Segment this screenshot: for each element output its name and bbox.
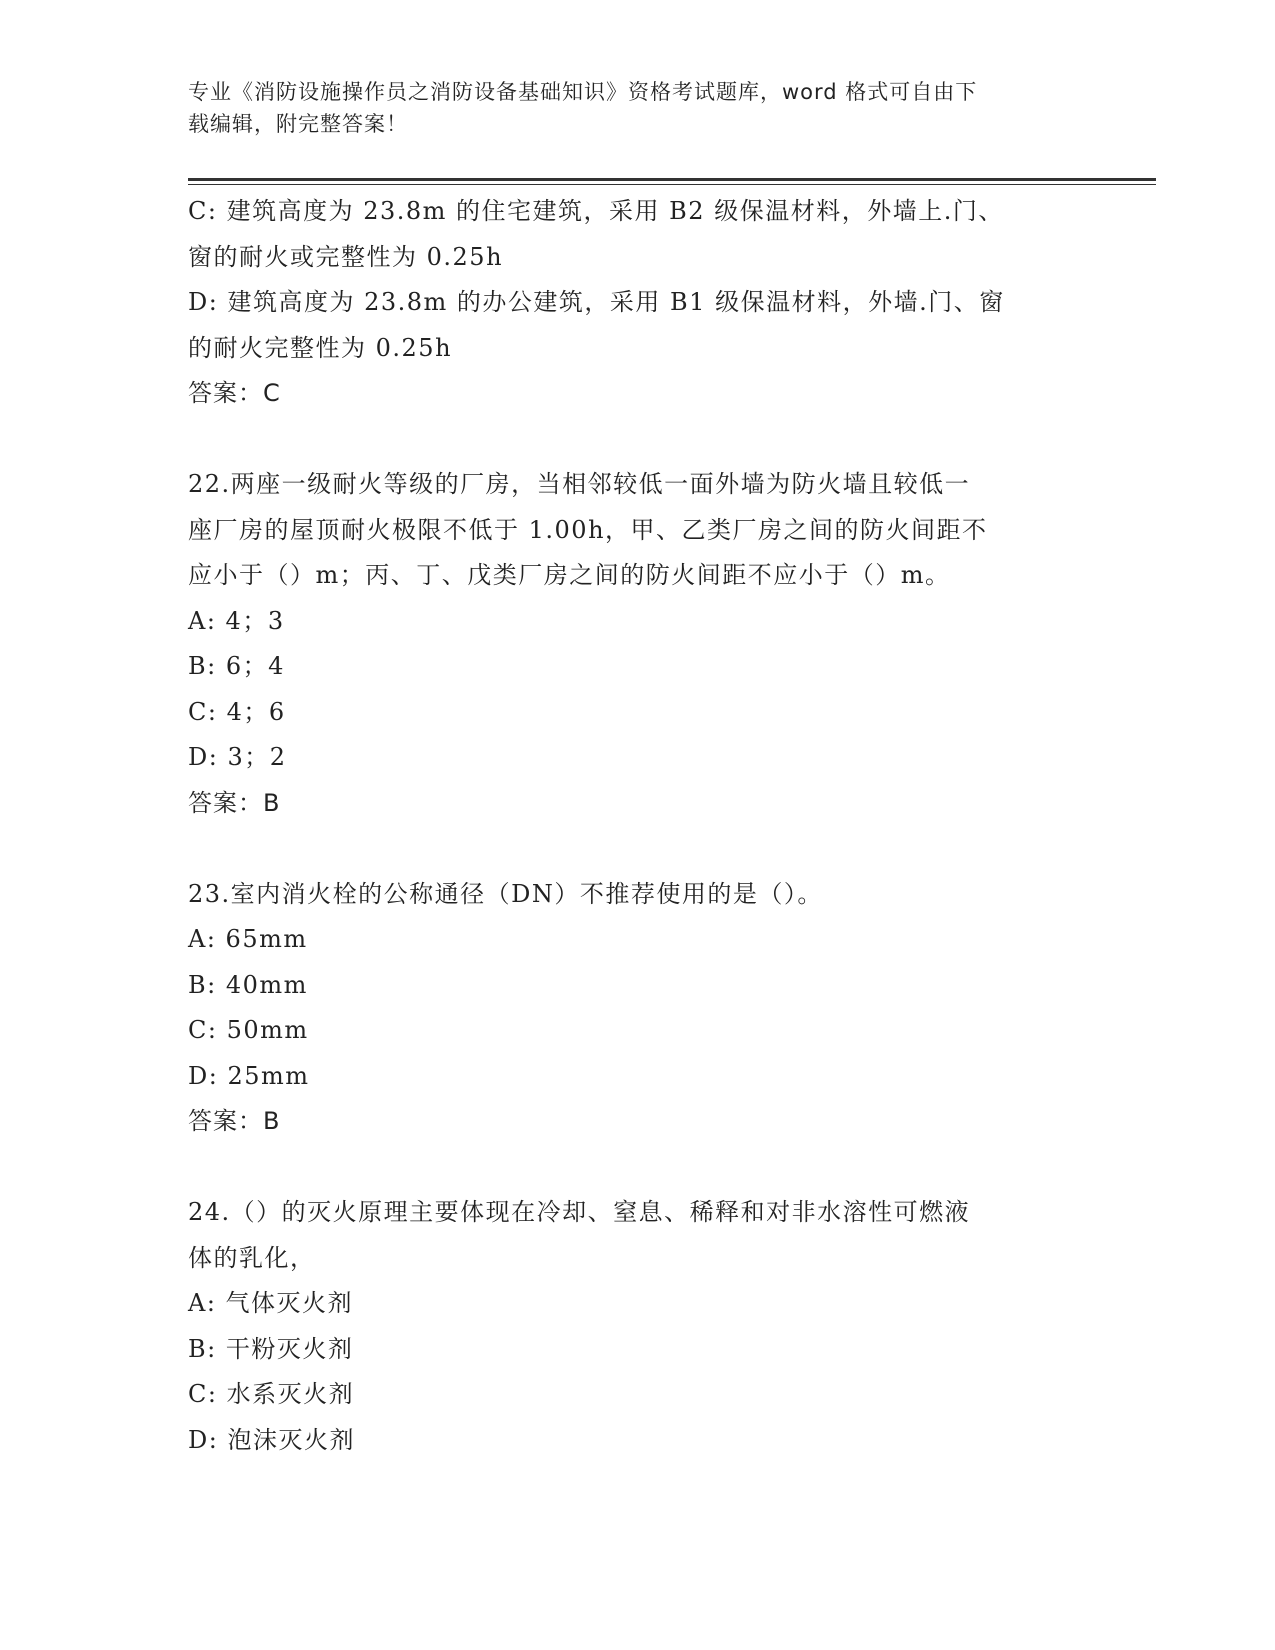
- spacer: [188, 1145, 1088, 1191]
- option-a: A: 65mm: [188, 925, 308, 953]
- question-stem-line-1: 23.室内消火栓的公称通径（DN）不推荐使用的是（）。: [188, 879, 823, 908]
- spacer: [188, 417, 1088, 463]
- option-d-line-2: 的耐火完整性为 0.25h: [188, 333, 453, 362]
- option-c: C: 4；6: [188, 697, 286, 726]
- question-24: [188, 1190, 1088, 1463]
- question-content: [188, 189, 1088, 1463]
- question-21-tail: [188, 189, 1088, 417]
- question-stem-line-2: 座厂房的屋顶耐火极限不低于 1.00h，甲、乙类厂房之间的防火间距不: [188, 515, 988, 544]
- option-c-line-1: C: 建筑高度为 23.8m 的住宅建筑，采用 B2 级保温材料，外墙上.门、: [188, 197, 1004, 225]
- spacer: [188, 826, 1088, 872]
- option-c: C: 水系灭火剂: [188, 1380, 355, 1408]
- question-stem-line-2: 体的乳化，: [188, 1243, 316, 1272]
- question-stem-line-3: 应小于（）m；丙、丁、戊类厂房之间的防火间距不应小于（）m。: [188, 561, 951, 589]
- option-d: D: 3；2: [188, 743, 287, 771]
- option-b: B: 40mm: [188, 970, 308, 999]
- option-d: D: 25mm: [188, 1061, 310, 1090]
- question-22: [188, 462, 1088, 826]
- option-a: A: 气体灭火剂: [188, 1289, 354, 1317]
- header-line-1: 专业《消防设施操作员之消防设备基础知识》资格考试题库，word 格式可自由下: [188, 80, 978, 104]
- option-b: B: 干粉灭火剂: [188, 1334, 354, 1363]
- option-a: A: 4；3: [188, 606, 285, 635]
- header-divider-thick: [188, 178, 1156, 181]
- option-c: C: 50mm: [188, 1016, 309, 1044]
- option-b: B: 6；4: [188, 652, 285, 680]
- question-stem-line-1: 24.（）的灭火原理主要体现在冷却、窒息、稀释和对非水溶性可燃液: [188, 1198, 971, 1226]
- question-23: [188, 872, 1088, 1145]
- answer-21: 答案：C: [188, 379, 281, 407]
- question-stem-line-1: 22.两座一级耐火等级的厂房，当相邻较低一面外墙为防火墙且较低一: [188, 470, 971, 498]
- header-divider-thin: [188, 184, 1156, 185]
- option-d-line-1: D: 建筑高度为 23.8m 的办公建筑，采用 B1 级保温材料，外墙.门、窗: [188, 288, 1005, 316]
- document-header: [188, 76, 1068, 140]
- option-d: D: 泡沫灭火剂: [188, 1425, 355, 1454]
- answer-23: 答案：B: [188, 1107, 281, 1135]
- answer-22: 答案：B: [188, 788, 281, 817]
- option-c-line-2: 窗的耐火或完整性为 0.25h: [188, 242, 504, 271]
- header-line-2: 载编辑，附完整答案！: [188, 112, 408, 136]
